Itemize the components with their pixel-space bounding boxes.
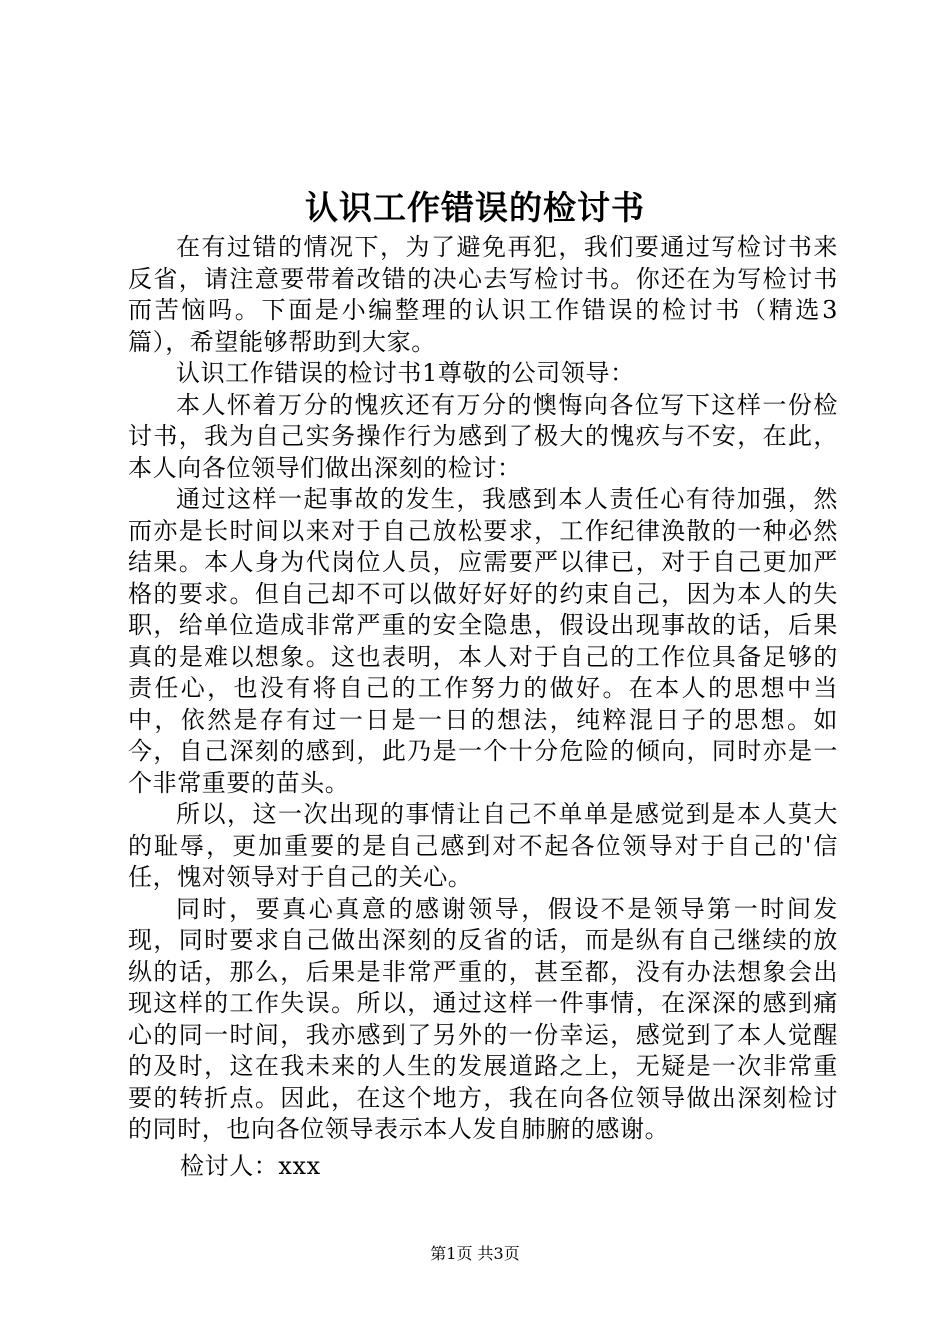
document-title: 认识工作错误的检讨书 <box>305 188 645 227</box>
body-paragraph-1: 本人怀着万分的愧疚还有万分的懊悔向各位写下这样一份检讨书，我为自己实务操作行为感到了极大的愧疚与不安，在此，本人向各位领导们做出深刻的检讨： <box>128 390 838 482</box>
body-paragraph-4: 同时，要真心真意的感谢领导，假设不是领导第一时间发现，同时要求自己做出深刻的反省的话，而是纵有自己继续的放纵的话，那么，后果是非常严重的，甚至都，没有办法想象会出现这样的工作失误。所以，通过这样一件事情，在深深的感到痛心的同一时间，我亦感到了另外的一份幸运，感觉到了本人觉醒的及时，这在我未来的人生的发展道路之上，无疑是一次非常重要的转折点。因此，在这个地方，我在向各位领导做出深刻检讨的同时，也向各位领导表示本人发自肺腑的感谢。 <box>128 894 838 1143</box>
page-footer: 第1页 共3页 <box>430 1244 520 1263</box>
intro-paragraph: 在有过错的情况下，为了避免再犯，我们要通过写检讨书来反省，请注意要带着改错的决心去写检讨书。你还在为写检讨书而苦恼吗。下面是小编整理的认识工作错误的检讨书（精选3篇），希望能够帮助到大家。 <box>128 233 838 356</box>
body-paragraph-3: 所以，这一次出现的事情让自己不单单是感觉到是本人莫大的耻辱，更加重要的是自己感到对不起各位领导对于自己的'信任，愧对领导对于自己的关心。 <box>128 800 838 891</box>
document-body <box>128 232 838 1146</box>
letter-heading-paragraph: 认识工作错误的检讨书1尊敬的公司领导： <box>176 359 635 387</box>
signature-line: 检讨人：xxx <box>180 1152 321 1180</box>
body-paragraph-2: 通过这样一起事故的发生，我感到本人责任心有待加强，然而亦是长时间以来对于自己放松要求，工作纪律涣散的一种必然结果。本人身为代岗位人员，应需要严以律已，对于自己更加严格的要求。但自己却不可以做好好好的约束自己，因为本人的失职，给单位造成非常严重的安全隐患，假设出现事故的话，后果真的是难以想象。这也表明，本人对于自己的工作位具备足够的责任心，也没有将自己的工作努力的做好。在本人的思想中当中，依然是存有过一日是一日的想法，纯粹混日子的思想。如今，自己深刻的感到，此乃是一个十分危险的倾向，同时亦是一个非常重要的苗头。 <box>128 485 838 797</box>
